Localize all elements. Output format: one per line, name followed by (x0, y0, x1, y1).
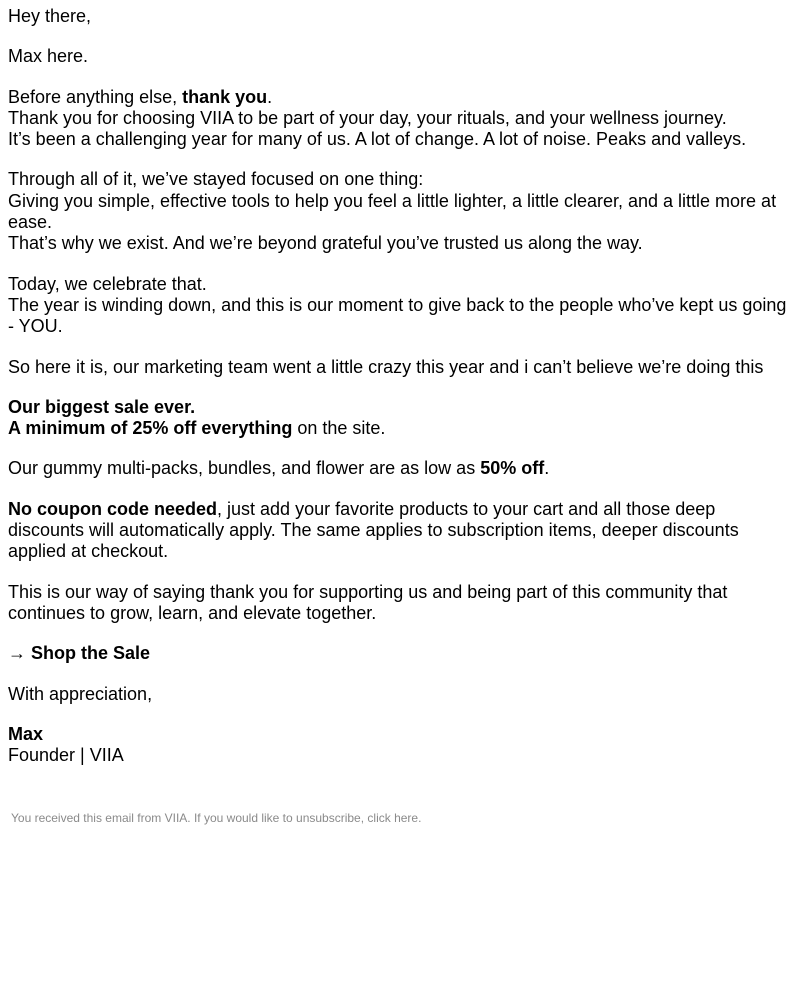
paragraph-celebrate (8, 274, 792, 338)
shop-the-sale-link[interactable] (8, 643, 150, 663)
text: Thank you for choosing VIIA to be part of your day, your rituals, and your wellness journey. (8, 107, 727, 128)
sale-discount: A minimum of 25% off everything (8, 418, 293, 439)
greeting: Hey there, (8, 6, 92, 26)
footer-text: You received this email from VIIA. If you would like to unsubscribe, (11, 811, 368, 826)
paragraph-gummies (8, 458, 792, 479)
paragraph-community: This is our way of saying thank you for supporting us and being part of this community that continues to grow, learn, and elevate together. (8, 581, 728, 623)
cta-label: Shop the Sale (31, 643, 151, 664)
cta-paragraph (8, 643, 792, 664)
text: Through all of it, we’ve stayed focused on one thing: (8, 169, 424, 190)
footer-end: . (418, 811, 422, 826)
text: Before anything else, (8, 86, 183, 107)
emphasis: thank you (182, 86, 268, 107)
text: . (544, 458, 550, 479)
text: on the site. (292, 418, 386, 439)
signature (8, 724, 792, 767)
text: , just add your favorite products to your cart and all those deep discounts will automatically apply. The same applies to subscription items, deeper discounts applied at checkout. (8, 498, 739, 562)
signoff: With appreciation, (8, 683, 153, 704)
intro: Max here. (8, 46, 89, 67)
arrow-right-icon: → (8, 643, 26, 664)
text: That’s why we exist. And we’re beyond grateful you’ve trusted us along the way. (8, 233, 643, 254)
emphasis: No coupon code needed (8, 498, 218, 519)
signature-name: Max (8, 723, 44, 744)
emphasis: 50% off (480, 458, 545, 479)
paragraph-marketing: So here it is, our marketing team went a little crazy this year and i can’t believe we’re doing this (8, 356, 764, 377)
paragraph-sale (8, 397, 792, 440)
signature-title: Founder | VIIA (8, 745, 124, 766)
email-footer (8, 811, 792, 825)
text: Today, we celebrate that. (8, 273, 207, 294)
text: . (267, 86, 273, 107)
text: The year is winding down, and this is our moment to give back to the people who’ve kept us going - YOU. (8, 294, 787, 337)
sale-headline: Our biggest sale ever. (8, 396, 196, 417)
paragraph-focus (8, 169, 792, 254)
text: Giving you simple, effective tools to help you feel a little lighter, a little clearer, and a little more at ease. (8, 190, 777, 233)
text: It’s been a challenging year for many of us. A lot of change. A lot of noise. Peaks and valleys. (8, 129, 747, 150)
unsubscribe-link[interactable]: click here (367, 811, 419, 826)
paragraph-coupon (8, 499, 792, 563)
paragraph-thank-you (8, 87, 792, 151)
text: Our gummy multi-packs, bundles, and flower are as low as (8, 458, 481, 479)
